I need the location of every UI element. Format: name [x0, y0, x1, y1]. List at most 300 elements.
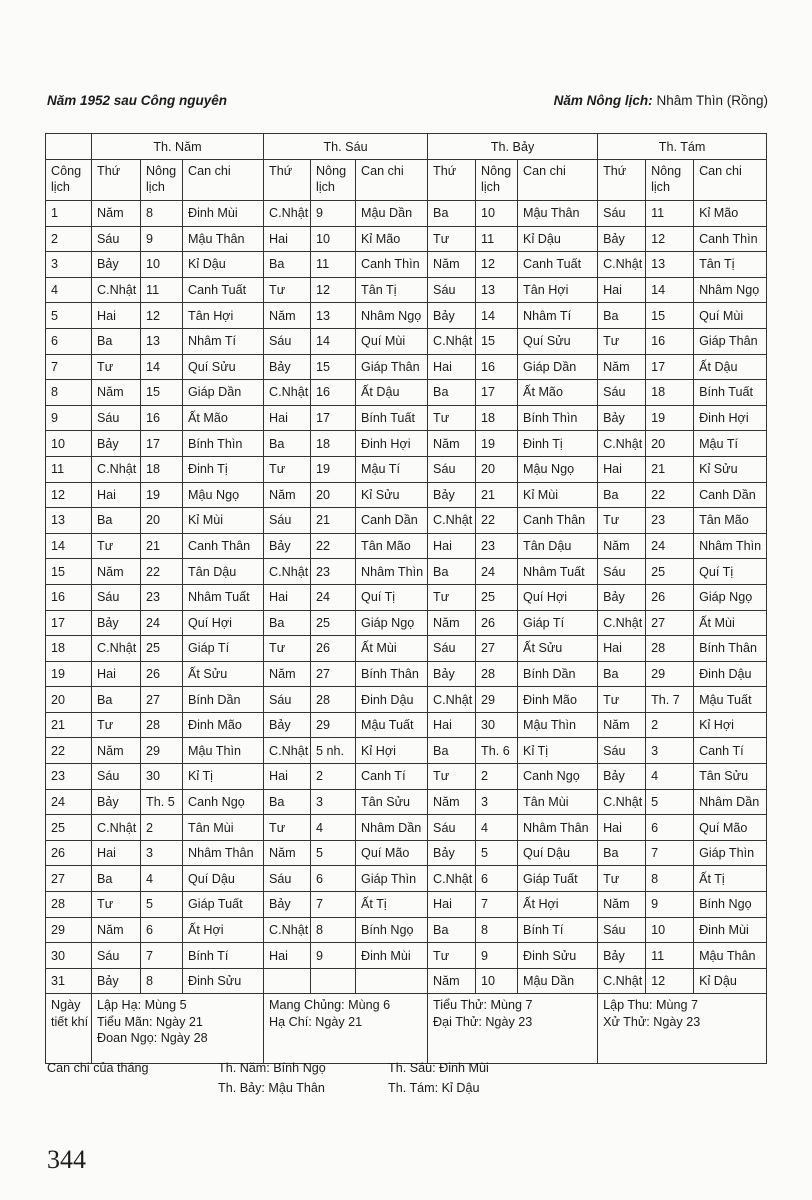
weekday-cell: Hai: [598, 636, 646, 662]
table-row: [46, 892, 767, 918]
lunar-header: Nông lịch: [141, 160, 183, 201]
weekday-cell: Năm: [598, 354, 646, 380]
month-header: Th. Sáu: [264, 134, 428, 160]
canchi-cell: Tân Sửu: [356, 789, 428, 815]
canchi-cell: Bính Tí: [518, 917, 598, 943]
weekday-cell: Hai: [92, 840, 141, 866]
weekday-cell: Tư: [264, 636, 311, 662]
weekday-cell: Tư: [92, 533, 141, 559]
table-row: [46, 866, 767, 892]
table-row: [46, 636, 767, 662]
table-row: [46, 584, 767, 610]
weekday-cell: Bảy: [264, 892, 311, 918]
tiet-khi-cell: [428, 994, 598, 1064]
weekday-header: Thứ: [598, 160, 646, 201]
weekday-cell: Tư: [428, 943, 476, 969]
lunar-day-cell: 10: [476, 201, 518, 227]
weekday-cell: Ba: [598, 482, 646, 508]
lunar-day-cell: 23: [646, 508, 694, 534]
canchi-cell: Nhâm Tuất: [183, 584, 264, 610]
weekday-cell: Tư: [264, 277, 311, 303]
lunar-day-cell: 8: [476, 917, 518, 943]
table-row: [46, 738, 767, 764]
lunar-day-cell: 8: [311, 917, 356, 943]
solar-day-cell: 28: [46, 892, 92, 918]
canchi-cell: Giáp Thìn: [694, 840, 767, 866]
lunar-day-cell: 6: [311, 866, 356, 892]
weekday-cell: Hai: [428, 892, 476, 918]
canchi-cell: Nhâm Tí: [183, 328, 264, 354]
weekday-cell: Bảy: [428, 840, 476, 866]
canchi-cell: Canh Tí: [356, 764, 428, 790]
canchi-cell: Đinh Sửu: [183, 968, 264, 994]
solar-day-cell: 7: [46, 354, 92, 380]
canchi-cell: Đinh Mão: [183, 712, 264, 738]
table-row: [46, 328, 767, 354]
weekday-cell: C.Nhật: [264, 917, 311, 943]
lunar-day-cell: 17: [646, 354, 694, 380]
canchi-cell: Ất Mão: [183, 405, 264, 431]
tiet-khi-cell: [598, 994, 767, 1064]
canchi-cell: Đinh Hợi: [356, 431, 428, 457]
weekday-cell: Hai: [264, 405, 311, 431]
lunar-day-cell: 28: [311, 687, 356, 713]
weekday-cell: Bảy: [264, 533, 311, 559]
lunar-day-cell: 5: [311, 840, 356, 866]
lunar-day-cell: 12: [646, 968, 694, 994]
lunar-day-cell: 12: [311, 277, 356, 303]
canchi-cell: Tân Mùi: [183, 815, 264, 841]
canchi-cell: Mậu Thìn: [183, 738, 264, 764]
canchi-cell: Kỉ Sửu: [356, 482, 428, 508]
month-header: Th. Tám: [598, 134, 767, 160]
weekday-cell: Năm: [428, 968, 476, 994]
weekday-cell: Năm: [92, 380, 141, 406]
weekday-cell: Năm: [92, 201, 141, 227]
solar-day-cell: 9: [46, 405, 92, 431]
table-row: [46, 789, 767, 815]
weekday-cell: C.Nhật: [428, 328, 476, 354]
lunar-day-cell: 18: [476, 405, 518, 431]
lunar-day-cell: 10: [476, 968, 518, 994]
lunar-day-cell: 22: [141, 559, 183, 585]
weekday-cell: Tư: [598, 508, 646, 534]
page-number: 344: [47, 1145, 86, 1174]
weekday-cell: Ba: [428, 738, 476, 764]
weekday-cell: Ba: [92, 687, 141, 713]
weekday-cell: Bảy: [264, 354, 311, 380]
canchi-cell: Nhâm Tuất: [518, 559, 598, 585]
canchi-cell: Quí Dậu: [518, 840, 598, 866]
table-row: [46, 508, 767, 534]
sub-header-row: [46, 160, 767, 201]
weekday-cell: Bảy: [92, 252, 141, 278]
lunar-day-cell: 16: [476, 354, 518, 380]
weekday-cell: Hai: [598, 277, 646, 303]
weekday-cell: Bảy: [92, 610, 141, 636]
canchi-cell: Tân Hợi: [183, 303, 264, 329]
lunar-day-cell: 13: [646, 252, 694, 278]
lunar-day-cell: 12: [141, 303, 183, 329]
lunar-day-cell: 7: [141, 943, 183, 969]
lunar-day-cell: 8: [141, 968, 183, 994]
canchi-cell: Bính Thìn: [183, 431, 264, 457]
tiet-khi-row: [46, 994, 767, 1064]
lunar-header: Nông lịch: [646, 160, 694, 201]
table-row: [46, 431, 767, 457]
weekday-cell: Hai: [264, 943, 311, 969]
weekday-cell: C.Nhật: [264, 559, 311, 585]
tiet-khi-entry: Đại Thử: Ngày 23: [433, 1014, 533, 1029]
weekday-cell: Năm: [428, 610, 476, 636]
weekday-cell: Bảy: [598, 584, 646, 610]
lunar-day-cell: 7: [476, 892, 518, 918]
lunar-day-cell: 29: [476, 687, 518, 713]
canchi-cell: Ất Tị: [694, 866, 767, 892]
tiet-khi-cell: [92, 994, 264, 1064]
lunar-day-cell: 21: [141, 533, 183, 559]
lunar-day-cell: 2: [476, 764, 518, 790]
table-row: [46, 687, 767, 713]
canchi-cell: Kỉ Tị: [518, 738, 598, 764]
solar-day-cell: 22: [46, 738, 92, 764]
weekday-cell: Tư: [264, 815, 311, 841]
lunar-day-cell: 5: [141, 892, 183, 918]
month-canchi: Th. Tám: Kỉ Dậu: [388, 1081, 480, 1095]
canchi-cell: Mậu Thân: [518, 201, 598, 227]
lunar-day-cell: 10: [311, 226, 356, 252]
lunar-day-cell: 26: [646, 584, 694, 610]
canchi-cell: Bính Tuất: [694, 380, 767, 406]
lunar-day-cell: 16: [141, 405, 183, 431]
lunar-day-cell: 5 nh.: [311, 738, 356, 764]
tiet-khi-entry: Mang Chủng: Mùng 6: [269, 998, 391, 1013]
lunar-day-cell: 6: [476, 866, 518, 892]
canchi-cell: Giáp Ngọ: [356, 610, 428, 636]
lunar-day-cell: 2: [646, 712, 694, 738]
solar-day-cell: 26: [46, 840, 92, 866]
weekday-cell: Năm: [92, 738, 141, 764]
weekday-cell: Ba: [428, 380, 476, 406]
lunar-day-cell: 13: [476, 277, 518, 303]
table-row: [46, 252, 767, 278]
canchi-cell: Quí Hợi: [518, 584, 598, 610]
canchi-cell: Mậu Tuất: [694, 687, 767, 713]
canchi-header: Can chi: [183, 160, 264, 201]
tiet-khi-entry: Lập Hạ: Mùng 5: [97, 998, 187, 1013]
lunar-day-cell: 12: [646, 226, 694, 252]
lunar-day-cell: 19: [646, 405, 694, 431]
weekday-cell: Sáu: [428, 277, 476, 303]
weekday-cell: Tư: [598, 866, 646, 892]
lunar-day-cell: 3: [141, 840, 183, 866]
weekday-cell: Tư: [428, 764, 476, 790]
canchi-cell: Kỉ Mão: [694, 201, 767, 227]
lunar-day-cell: 4: [476, 815, 518, 841]
table-row: [46, 764, 767, 790]
lunar-day-cell: Th. 6: [476, 738, 518, 764]
weekday-cell: Sáu: [598, 380, 646, 406]
lunar-day-cell: 21: [646, 456, 694, 482]
table-row: [46, 840, 767, 866]
month-header-row: [46, 134, 767, 160]
weekday-cell: Sáu: [92, 405, 141, 431]
canchi-cell: Quí Hợi: [183, 610, 264, 636]
canchi-cell: Bính Thìn: [518, 405, 598, 431]
weekday-cell: C.Nhật: [92, 456, 141, 482]
weekday-cell: Năm: [598, 712, 646, 738]
canchi-cell: Mậu Ngọ: [183, 482, 264, 508]
canchi-cell: Mậu Dần: [518, 968, 598, 994]
canchi-cell: Mậu Dần: [356, 201, 428, 227]
lunar-day-cell: 9: [646, 892, 694, 918]
canchi-cell: Tân Tị: [356, 277, 428, 303]
lunar-day-cell: 18: [141, 456, 183, 482]
canchi-cell: Đinh Tị: [183, 456, 264, 482]
table-row: [46, 354, 767, 380]
lunar-header: Nông lịch: [476, 160, 518, 201]
weekday-cell: Ba: [428, 559, 476, 585]
lunar-day-cell: 10: [141, 252, 183, 278]
solar-day-cell: 20: [46, 687, 92, 713]
weekday-cell: Năm: [598, 892, 646, 918]
weekday-cell: Bảy: [264, 712, 311, 738]
solar-day-cell: 27: [46, 866, 92, 892]
canchi-cell: Kỉ Hợi: [356, 738, 428, 764]
lunar-day-cell: 11: [646, 201, 694, 227]
canchi-cell: Đinh Dậu: [356, 687, 428, 713]
weekday-cell: Bảy: [428, 303, 476, 329]
canchi-cell: Bính Ngọ: [356, 917, 428, 943]
lunar-day-cell: 26: [476, 610, 518, 636]
weekday-cell: C.Nhật: [598, 431, 646, 457]
lunar-day-cell: 14: [311, 328, 356, 354]
canchi-cell: Giáp Tí: [183, 636, 264, 662]
canchi-cell: [356, 968, 428, 994]
weekday-cell: C.Nhật: [598, 968, 646, 994]
table-row: [46, 815, 767, 841]
solar-day-cell: 2: [46, 226, 92, 252]
month-header: Th. Bảy: [428, 134, 598, 160]
lunar-day-cell: 16: [646, 328, 694, 354]
lunar-day-cell: 24: [476, 559, 518, 585]
solar-day-cell: 30: [46, 943, 92, 969]
canchi-cell: Tân Hợi: [518, 277, 598, 303]
canchi-cell: Kỉ Mão: [356, 226, 428, 252]
canchi-cell: Mậu Ngọ: [518, 456, 598, 482]
canchi-cell: Đinh Mùi: [356, 943, 428, 969]
weekday-cell: Năm: [428, 431, 476, 457]
canchi-cell: Canh Tí: [694, 738, 767, 764]
tiet-khi-entry: Đoan Ngọ: Ngày 28: [97, 1031, 208, 1046]
weekday-cell: Tư: [598, 687, 646, 713]
lunar-year-label: Năm Nông lịch:: [553, 93, 653, 108]
canchi-cell: Canh Dần: [694, 482, 767, 508]
canchi-cell: Mậu Tuất: [356, 712, 428, 738]
canchi-cell: Canh Thân: [183, 533, 264, 559]
lunar-day-cell: 28: [646, 636, 694, 662]
lunar-day-cell: 13: [311, 303, 356, 329]
lunar-day-cell: 7: [646, 840, 694, 866]
canchi-cell: Đinh Dậu: [694, 661, 767, 687]
corner-cell: [46, 134, 92, 160]
weekday-cell: Ba: [598, 661, 646, 687]
lunar-day-cell: 27: [311, 661, 356, 687]
lunar-day-cell: 5: [646, 789, 694, 815]
solar-day-cell: 16: [46, 584, 92, 610]
lunar-day-cell: 26: [311, 636, 356, 662]
weekday-cell: Ba: [598, 840, 646, 866]
lunar-day-cell: 17: [141, 431, 183, 457]
weekday-cell: Ba: [598, 303, 646, 329]
lunar-day-cell: 12: [476, 252, 518, 278]
solar-day-cell: 12: [46, 482, 92, 508]
lunar-day-cell: 11: [141, 277, 183, 303]
solar-day-cell: 19: [46, 661, 92, 687]
weekday-cell: Hai: [428, 354, 476, 380]
canchi-cell: Ất Mùi: [694, 610, 767, 636]
tiet-khi-entry: Xử Thử: Ngày 23: [603, 1014, 701, 1029]
lunar-day-cell: 22: [476, 508, 518, 534]
lunar-day-cell: 10: [646, 917, 694, 943]
lunar-day-cell: 6: [646, 815, 694, 841]
canchi-cell: Bính Dần: [518, 661, 598, 687]
footer-title: Can chi của tháng: [47, 1061, 149, 1075]
lunar-day-cell: 14: [646, 277, 694, 303]
weekday-cell: Tư: [428, 584, 476, 610]
footer-col-2: [388, 1058, 489, 1098]
lunar-day-cell: 23: [141, 584, 183, 610]
lunar-day-cell: 11: [476, 226, 518, 252]
lunar-day-cell: 20: [476, 456, 518, 482]
solar-day-cell: 23: [46, 764, 92, 790]
lunar-day-cell: 2: [311, 764, 356, 790]
canchi-cell: Giáp Thân: [694, 328, 767, 354]
tiet-khi-entry: Hạ Chí: Ngày 21: [269, 1014, 363, 1029]
lunar-day-cell: 17: [311, 405, 356, 431]
weekday-cell: C.Nhật: [92, 636, 141, 662]
weekday-cell: Hai: [428, 712, 476, 738]
canchi-cell: Tân Tị: [694, 252, 767, 278]
solar-day-cell: 29: [46, 917, 92, 943]
weekday-cell: Hai: [264, 584, 311, 610]
table-row: [46, 943, 767, 969]
weekday-cell: Tư: [428, 405, 476, 431]
weekday-cell: Hai: [598, 456, 646, 482]
weekday-cell: Năm: [92, 559, 141, 585]
canchi-cell: Kỉ Mùi: [183, 508, 264, 534]
solar-day-cell: 1: [46, 201, 92, 227]
weekday-cell: C.Nhật: [264, 380, 311, 406]
lunar-day-cell: 24: [311, 584, 356, 610]
canchi-cell: Mậu Thìn: [518, 712, 598, 738]
canchi-cell: Giáp Thân: [356, 354, 428, 380]
canchi-cell: Quí Sửu: [518, 328, 598, 354]
lunar-day-cell: 24: [141, 610, 183, 636]
lunar-day-cell: 22: [646, 482, 694, 508]
canchi-cell: Kỉ Dậu: [518, 226, 598, 252]
lunar-day-cell: 30: [476, 712, 518, 738]
weekday-cell: Bảy: [598, 764, 646, 790]
canchi-cell: Ất Mùi: [356, 636, 428, 662]
canchi-cell: Ất Dậu: [356, 380, 428, 406]
table-row: [46, 917, 767, 943]
weekday-cell: Ba: [264, 252, 311, 278]
canchi-cell: Tân Mùi: [518, 789, 598, 815]
lunar-day-cell: 14: [476, 303, 518, 329]
lunar-day-cell: 23: [311, 559, 356, 585]
solar-day-cell: 8: [46, 380, 92, 406]
weekday-cell: Năm: [598, 533, 646, 559]
table-row: [46, 968, 767, 994]
weekday-cell: Tư: [92, 712, 141, 738]
lunar-header: Nông lịch: [311, 160, 356, 201]
canchi-cell: Nhâm Thân: [183, 840, 264, 866]
table-row: [46, 405, 767, 431]
canchi-cell: Kỉ Dậu: [183, 252, 264, 278]
weekday-cell: Năm: [264, 482, 311, 508]
solar-day-cell: 6: [46, 328, 92, 354]
solar-day-cell: 25: [46, 815, 92, 841]
lunar-day-cell: 27: [646, 610, 694, 636]
canchi-cell: Quí Sửu: [183, 354, 264, 380]
month-canchi: Th. Năm: Bính Ngọ: [218, 1061, 326, 1075]
weekday-cell: Bảy: [92, 431, 141, 457]
weekday-cell: Ba: [264, 431, 311, 457]
lunar-day-cell: 30: [141, 764, 183, 790]
canchi-cell: Nhâm Thân: [518, 815, 598, 841]
table-row: [46, 712, 767, 738]
weekday-cell: Năm: [264, 661, 311, 687]
canchi-cell: Đinh Hợi: [694, 405, 767, 431]
lunar-day-cell: 15: [141, 380, 183, 406]
lunar-day-cell: 25: [476, 584, 518, 610]
table-row: [46, 201, 767, 227]
lunar-day-cell: 20: [141, 508, 183, 534]
weekday-cell: Ba: [264, 610, 311, 636]
canchi-cell: Canh Ngọ: [183, 789, 264, 815]
canchi-cell: Kỉ Tị: [183, 764, 264, 790]
weekday-header: Thứ: [428, 160, 476, 201]
canchi-cell: Canh Thìn: [356, 252, 428, 278]
lunar-day-cell: 21: [311, 508, 356, 534]
weekday-cell: Tư: [92, 354, 141, 380]
page-header-left: Năm 1952 sau Công nguyên: [47, 93, 228, 108]
canchi-cell: Giáp Tuất: [183, 892, 264, 918]
solar-day-cell: 5: [46, 303, 92, 329]
page-header-right: [554, 93, 768, 108]
weekday-cell: Năm: [428, 789, 476, 815]
weekday-cell: Năm: [264, 840, 311, 866]
tiet-khi-entry: Lập Thu: Mùng 7: [603, 998, 699, 1013]
weekday-cell: Bảy: [428, 661, 476, 687]
lunar-day-cell: 25: [311, 610, 356, 636]
lunar-day-cell: 9: [141, 226, 183, 252]
weekday-cell: Tư: [92, 892, 141, 918]
canchi-cell: Nhâm Thìn: [694, 533, 767, 559]
canchi-cell: Quí Tị: [694, 559, 767, 585]
lunar-day-cell: 8: [646, 866, 694, 892]
weekday-cell: Sáu: [92, 584, 141, 610]
lunar-day-cell: 19: [476, 431, 518, 457]
canchi-cell: Bính Thân: [356, 661, 428, 687]
weekday-cell: Sáu: [428, 815, 476, 841]
lunar-day-cell: Th. 7: [646, 687, 694, 713]
solar-day-cell: 14: [46, 533, 92, 559]
weekday-cell: Bảy: [92, 789, 141, 815]
canchi-cell: Đinh Tị: [518, 431, 598, 457]
weekday-cell: Sáu: [92, 764, 141, 790]
